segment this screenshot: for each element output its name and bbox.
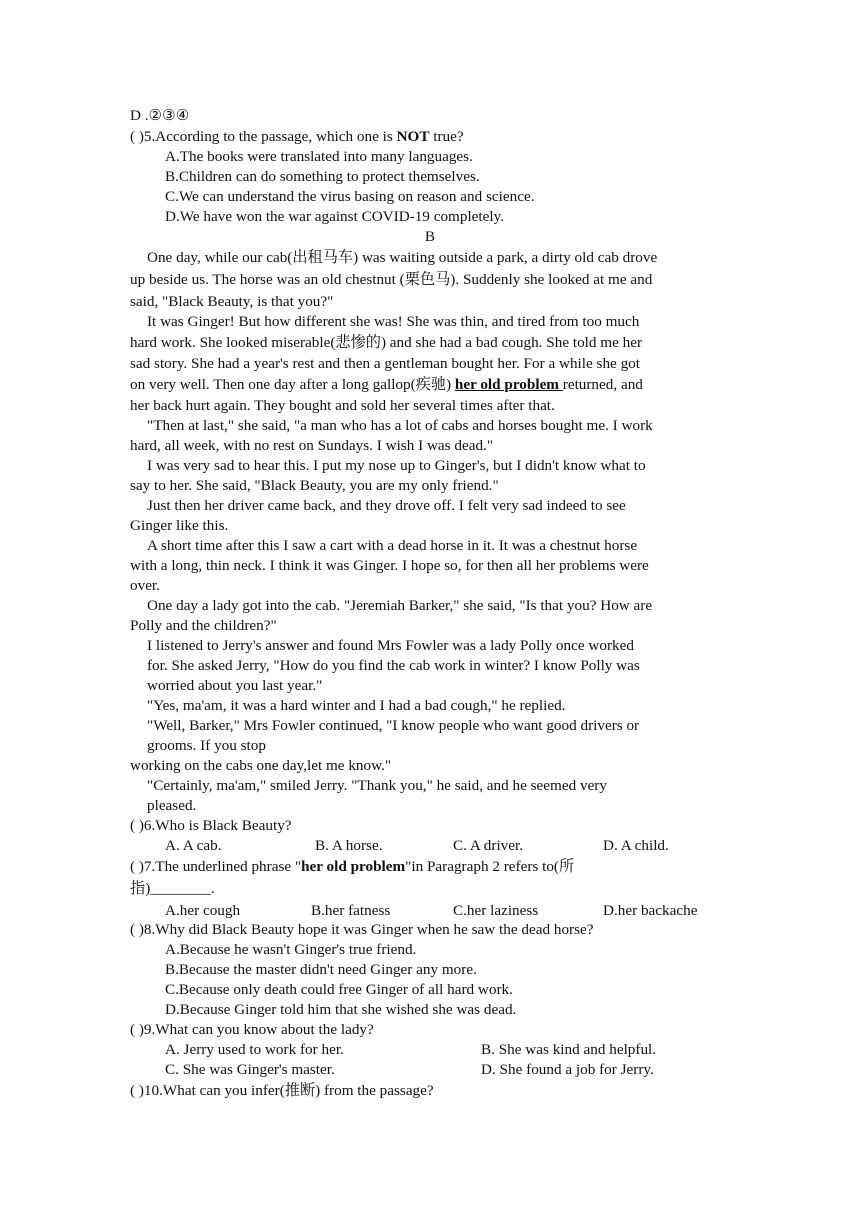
passage-p9-line2: pleased.: [147, 797, 197, 814]
q5-option-c: C.We can understand the virus basing on reason and science.: [165, 188, 535, 205]
passage-p4-line2: say to her. She said, "Black Beauty, you are my only friend.": [130, 477, 499, 494]
passage-p8-tail: working on the cabs one day,let me know.": [130, 757, 392, 774]
q6-option-c: C. A driver.: [453, 837, 524, 854]
passage-p9-line1: "Certainly, ma'am," smiled Jerry. "Thank you," he said, and he seemed very: [147, 777, 607, 794]
passage-p8-line1: I listened to Jerry's answer and found Mrs Fowler was a lady Polly once worked: [147, 637, 634, 654]
q5-option-a: A.The books were translated into many languages.: [165, 148, 473, 165]
passage-p5-line1: Just then her driver came back, and they drove off. I felt very sad indeed to see: [147, 497, 626, 514]
q8-option-b: B.Because the master didn't need Ginger any more.: [165, 961, 477, 978]
passage-p6-line2: with a long, thin neck. I think it was Ginger. I hope so, for then all her problems were: [130, 557, 649, 574]
q8-stem: ( )8.Why did Black Beauty hope it was Ginger when he saw the dead horse?: [130, 921, 594, 938]
q7-stem-post: "in Paragraph 2 refers to(所: [405, 858, 575, 875]
passage-p2-line2: hard work. She looked miserable(悲惨的) and she had a bad cough. She told me her: [130, 334, 643, 351]
passage-p2-line3: sad story. She had a year's rest and then a gentleman bought her. For a while she got: [130, 355, 640, 372]
q4-option-d: D .②③④: [130, 107, 190, 124]
passage-p7-line2: Polly and the children?": [130, 617, 277, 634]
passage-p6-line3: over.: [130, 577, 160, 594]
q9-option-c: C. She was Ginger's master.: [165, 1061, 335, 1078]
q5-option-b: B.Children can do something to protect themselves.: [165, 168, 480, 185]
q6-stem: ( )6.Who is Black Beauty?: [130, 817, 292, 834]
passage-p2-line5: her back hurt again. They bought and sold her several times after that.: [130, 397, 555, 414]
q6-option-d: D. A child.: [603, 837, 669, 854]
passage-p6-line1: A short time after this I saw a cart with a dead horse in it. It was a chestnut horse: [147, 537, 638, 554]
q8-option-a: A.Because he wasn't Ginger's true friend.: [165, 941, 417, 958]
q6-option-a: A. A cab.: [165, 837, 222, 854]
q5-stem-bold: NOT: [396, 128, 430, 145]
passage-p5-line2: Ginger like this.: [130, 517, 229, 534]
q7-option-b: B.her fatness: [311, 902, 391, 919]
underlined-phrase: her old problem: [454, 376, 563, 393]
q8-option-c: C.Because only death could free Ginger of all hard work.: [165, 981, 513, 998]
q7-stem-pre: ( )7.The underlined phrase ": [130, 858, 302, 875]
passage-p2-line4-post: returned, and: [562, 376, 643, 393]
q7-option-a: A.her cough: [165, 902, 241, 919]
q7-stem-line2: 指)________.: [130, 880, 215, 897]
passage-p8-line6: grooms. If you stop: [147, 737, 266, 754]
q7-option-c: C.her laziness: [453, 902, 539, 919]
passage-p3-line2: hard, all week, with no rest on Sundays. I wish I was dead.": [130, 437, 494, 454]
q10-stem: ( )10.What can you infer(推断) from the passage?: [130, 1082, 434, 1099]
passage-p2-line4-pre: on very well. Then one day after a long gallop(疾驰): [130, 376, 455, 393]
passage-p1-line3: said, "Black Beauty, is that you?": [130, 293, 334, 310]
q7-stem: [130, 857, 574, 877]
passage-p1-line2: up beside us. The horse was an old chestnut (栗色马). Suddenly she looked at me and: [130, 271, 653, 288]
passage-p2-line4: [130, 375, 643, 395]
q9-option-b: B. She was kind and helpful.: [481, 1041, 657, 1058]
passage-p8-line5: "Well, Barker," Mrs Fowler continued, "I know people who want good drivers or: [147, 717, 640, 734]
q8-option-d: D.Because Ginger told him that she wished she was dead.: [165, 1001, 517, 1018]
q9-stem: ( )9.What can you know about the lady?: [130, 1021, 374, 1038]
q7-option-d: D.her backache: [603, 902, 698, 919]
q5-option-d: D.We have won the war against COVID-19 completely.: [165, 208, 504, 225]
q5-stem-pre: ( )5.According to the passage, which one is: [130, 128, 397, 145]
passage-p3-line1: "Then at last," she said, "a man who has a lot of cabs and horses bought me. I work: [147, 417, 653, 434]
passage-p8-line3: worried about you last year.": [147, 677, 323, 694]
q6-option-b: B. A horse.: [315, 837, 383, 854]
q5-stem-post: true?: [429, 128, 464, 145]
passage-p1-line1: One day, while our cab(出租马车) was waiting outside a park, a dirty old cab drove: [147, 249, 658, 266]
q7-stem-bold: her old problem: [301, 858, 406, 875]
q9-option-a: A. Jerry used to work for her.: [165, 1041, 344, 1058]
passage-p8-line4: "Yes, ma'am, it was a hard winter and I had a bad cough," he replied.: [147, 697, 566, 714]
passage-p7-line1: One day a lady got into the cab. "Jeremiah Barker," she said, "Is that you? How are: [147, 597, 653, 614]
passage-p4-line1: I was very sad to hear this. I put my nose up to Ginger's, but I didn't know what to: [147, 457, 646, 474]
passage-p2-line1: It was Ginger! But how different she was! She was thin, and tired from too much: [147, 313, 640, 330]
q9-option-d: D. She found a job for Jerry.: [481, 1061, 654, 1078]
passage-p8-line2: for. She asked Jerry, "How do you find the cab work in winter? I know Polly was: [147, 657, 640, 674]
q5-stem: [130, 127, 464, 147]
section-heading-b: B: [424, 228, 436, 245]
